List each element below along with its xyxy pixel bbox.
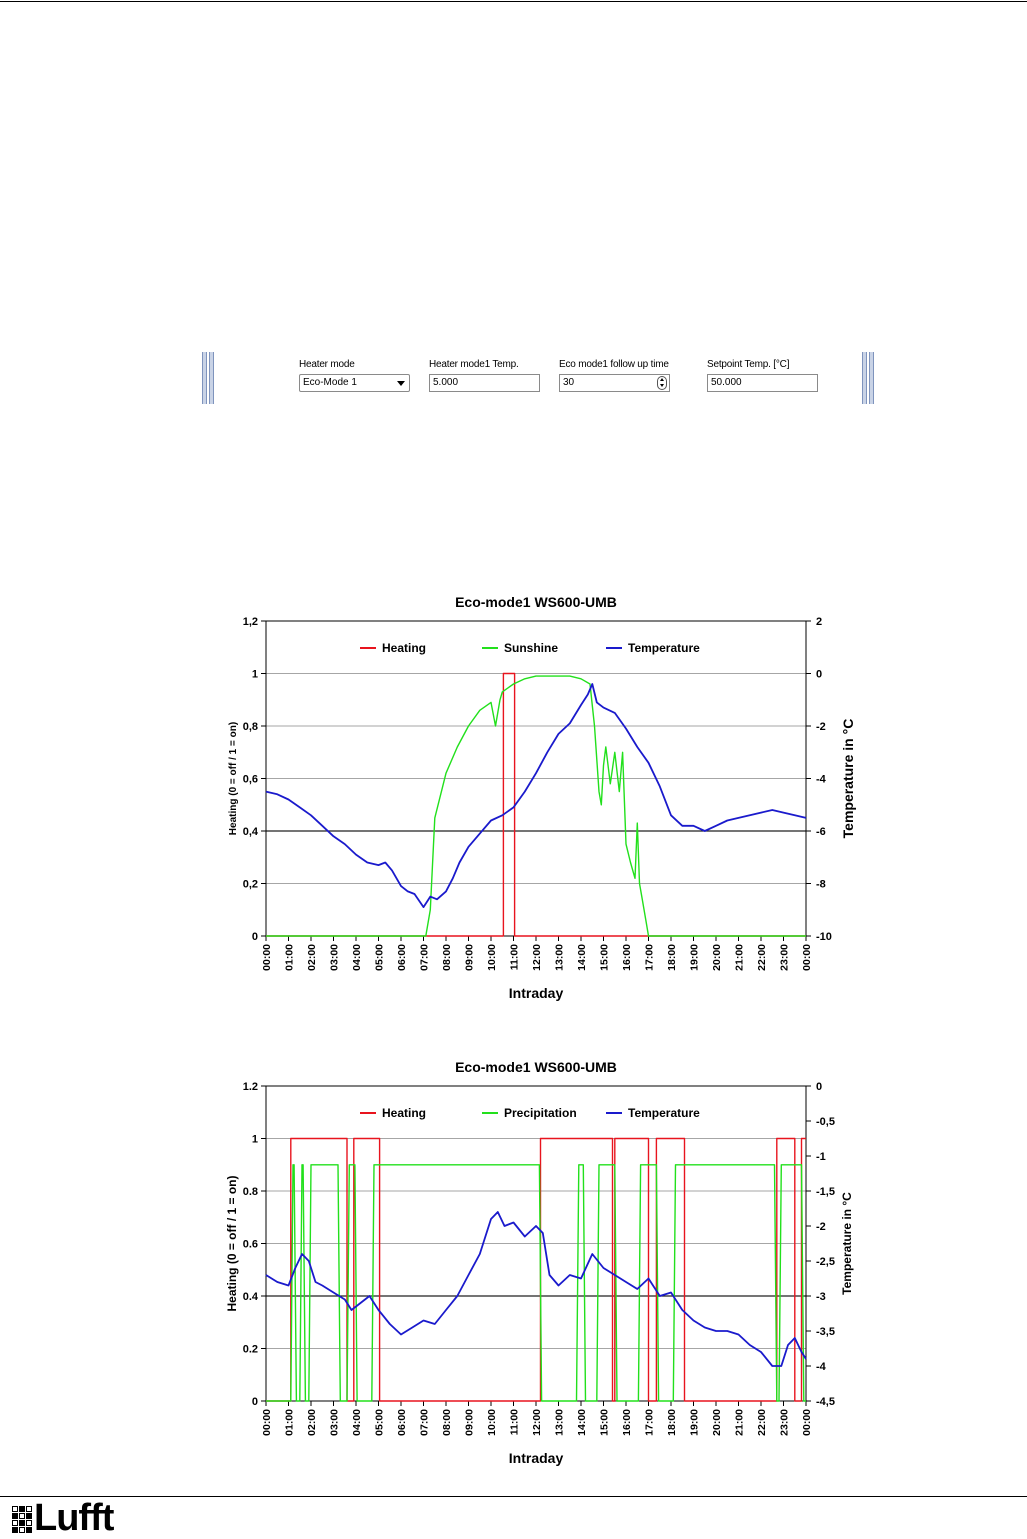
logo-mark-icon: [12, 1506, 32, 1533]
spinner-icon[interactable]: [657, 376, 667, 390]
x-tick-label: 05:00: [373, 1409, 386, 1436]
y-tick-label: 1,2: [242, 616, 258, 628]
x-tick-label: 18:00: [666, 1409, 678, 1436]
x-tick-label: 23:00: [778, 944, 791, 971]
setpoint-label: Setpoint Temp. [°C]: [707, 359, 790, 370]
x-tick-label: 00:00: [801, 1409, 813, 1436]
y2-axis-label: Temperature in °C: [840, 1192, 854, 1295]
follow-up-value: 30: [563, 377, 575, 388]
series-line-temperature: [266, 684, 806, 907]
y2-tick-label: 0: [816, 668, 823, 681]
heater-temp-label: Heater mode1 Temp.: [429, 359, 519, 370]
y-tick-label: 0.2: [242, 1343, 258, 1356]
x-tick-label: 12:00: [531, 1409, 543, 1436]
x-tick-label: 23:00: [778, 1409, 791, 1436]
y2-tick-label: 2: [816, 616, 823, 628]
x-tick-label: 00:00: [261, 1409, 273, 1436]
x-tick-label: 09:00: [463, 944, 476, 971]
x-tick-label: 13:00: [553, 944, 566, 971]
y2-tick-label: -6: [816, 826, 826, 838]
y2-tick-label: -4: [816, 1361, 826, 1373]
y-tick-label: 0.4: [242, 1291, 258, 1303]
x-tick-label: 22:00: [756, 1409, 768, 1436]
y-tick-label: 0: [251, 1396, 258, 1408]
x-tick-label: 17:00: [643, 944, 656, 971]
y-tick-label: 0,4: [242, 826, 258, 838]
x-tick-label: 19:00: [688, 944, 701, 971]
heater-settings-panel: [200, 352, 880, 404]
x-tick-label: 11:00: [508, 1409, 521, 1436]
x-tick-label: 00:00: [261, 944, 273, 971]
series-line-sunshine: [266, 676, 806, 936]
x-tick-label: 16:00: [621, 944, 633, 971]
x-tick-label: 12:00: [531, 944, 543, 971]
y2-tick-label: -4,5: [816, 1396, 835, 1408]
heater-mode-label: Heater mode: [299, 359, 355, 370]
x-tick-label: 03:00: [328, 1409, 341, 1436]
panel-right-divider: [869, 352, 874, 404]
y-tick-label: 1.2: [242, 1081, 258, 1093]
x-tick-label: 03:00: [328, 944, 341, 971]
y2-tick-label: -2,5: [816, 1256, 835, 1268]
chevron-down-icon: [397, 381, 405, 386]
x-tick-label: 20:00: [711, 1409, 723, 1436]
panel-left-divider: [202, 352, 207, 404]
x-tick-label: 18:00: [666, 944, 678, 971]
y2-tick-label: 0: [816, 1081, 823, 1093]
x-tick-label: 04:00: [351, 944, 363, 971]
x-tick-label: 06:00: [396, 944, 408, 971]
x-tick-label: 13:00: [553, 1409, 566, 1436]
y2-tick-label: -1,5: [816, 1186, 835, 1198]
y-tick-label: 0,6: [242, 773, 258, 786]
panel-left-divider: [209, 352, 214, 404]
x-tick-label: 15:00: [598, 1409, 611, 1436]
heater-mode-field: [299, 358, 357, 388]
x-tick-label: 11:00: [508, 944, 521, 971]
sunshine-chart-svg: [0, 585, 1027, 1005]
y2-tick-label: -3: [816, 1291, 826, 1303]
x-tick-label: 02:00: [306, 1409, 318, 1436]
x-tick-label: 07:00: [418, 1409, 431, 1436]
y2-tick-label: -10: [816, 931, 832, 943]
x-tick-label: 06:00: [396, 1409, 408, 1436]
legend-label: Precipitation: [504, 1106, 577, 1120]
x-axis-label: Intraday: [508, 985, 564, 1001]
x-tick-label: 10:00: [486, 1409, 498, 1436]
legend-label: Sunshine: [504, 641, 559, 655]
chart-title: Eco-mode1 WS600-UMB: [455, 1059, 617, 1075]
legend-label: Heating: [382, 1106, 427, 1120]
sunshine-chart: [0, 585, 1027, 1005]
bottom-rule: [0, 1496, 1027, 1497]
x-tick-label: 14:00: [576, 944, 588, 971]
lufft-logo: [12, 1497, 114, 1539]
series-line-heating: [266, 674, 806, 937]
x-tick-label: 05:00: [373, 944, 386, 971]
y-tick-label: 0,8: [242, 721, 258, 733]
y-tick-label: 1: [251, 668, 258, 681]
x-tick-label: 01:00: [283, 1409, 296, 1436]
chart-title: Eco-mode1 WS600-UMB: [455, 594, 617, 610]
heater-mode-value: Eco-Mode 1: [303, 377, 357, 388]
logo-text: Lufft: [34, 1497, 114, 1539]
x-tick-label: 22:00: [756, 944, 768, 971]
y2-tick-label: -3,5: [816, 1326, 835, 1338]
x-tick-label: 21:00: [733, 1409, 746, 1436]
x-tick-label: 19:00: [688, 1409, 701, 1436]
x-tick-label: 17:00: [643, 1409, 656, 1436]
x-tick-label: 08:00: [441, 1409, 453, 1436]
panel-right-divider: [862, 352, 867, 404]
y-tick-label: 0: [251, 931, 258, 943]
legend-label: Heating: [382, 641, 427, 655]
x-tick-label: 02:00: [306, 944, 318, 971]
y2-tick-label: -4: [816, 773, 826, 786]
y-axis-label: Heating (0 = off / 1 = on): [228, 721, 239, 836]
follow-up-label: Eco mode1 follow up time: [559, 359, 669, 370]
x-tick-label: 09:00: [463, 1409, 476, 1436]
y-tick-label: 0,2: [242, 878, 258, 891]
x-tick-label: 21:00: [733, 944, 746, 971]
y2-tick-label: -8: [816, 878, 826, 891]
x-tick-label: 10:00: [486, 944, 498, 971]
setpoint-input[interactable]: 50.000: [707, 374, 818, 392]
x-tick-label: 07:00: [418, 944, 431, 971]
x-tick-label: 00:00: [801, 944, 813, 971]
heater-mode-dropdown[interactable]: [299, 374, 410, 392]
legend-label: Temperature: [628, 641, 700, 655]
y-tick-label: 0.6: [242, 1238, 258, 1251]
x-tick-label: 20:00: [711, 944, 723, 971]
follow-up-field: [559, 358, 669, 388]
y-axis-label: Heating (0 = off / 1 = on): [225, 1175, 239, 1312]
y-tick-label: 1: [251, 1133, 258, 1146]
y2-axis-label: Temperature in °C: [840, 718, 856, 839]
x-tick-label: 04:00: [351, 1409, 363, 1436]
y2-tick-label: -1: [816, 1151, 826, 1163]
x-tick-label: 15:00: [598, 944, 611, 971]
y2-tick-label: -2: [816, 721, 826, 733]
x-axis-label: Intraday: [508, 1450, 564, 1466]
y-tick-label: 0.8: [242, 1186, 258, 1198]
heater-temp-field: [429, 358, 519, 388]
x-tick-label: 14:00: [576, 1409, 588, 1436]
top-rule: [0, 1, 1027, 2]
legend-label: Temperature: [628, 1106, 700, 1120]
precipitation-chart-svg: [0, 1050, 1027, 1470]
precipitation-chart: [0, 1050, 1027, 1470]
x-tick-label: 08:00: [441, 944, 453, 971]
x-tick-label: 01:00: [283, 944, 296, 971]
heater-temp-input[interactable]: 5.000: [429, 374, 540, 392]
y2-tick-label: -2: [816, 1221, 826, 1233]
setpoint-field: [707, 358, 790, 388]
y2-tick-label: -0,5: [816, 1116, 835, 1128]
follow-up-stepper[interactable]: [559, 374, 670, 392]
x-tick-label: 16:00: [621, 1409, 633, 1436]
